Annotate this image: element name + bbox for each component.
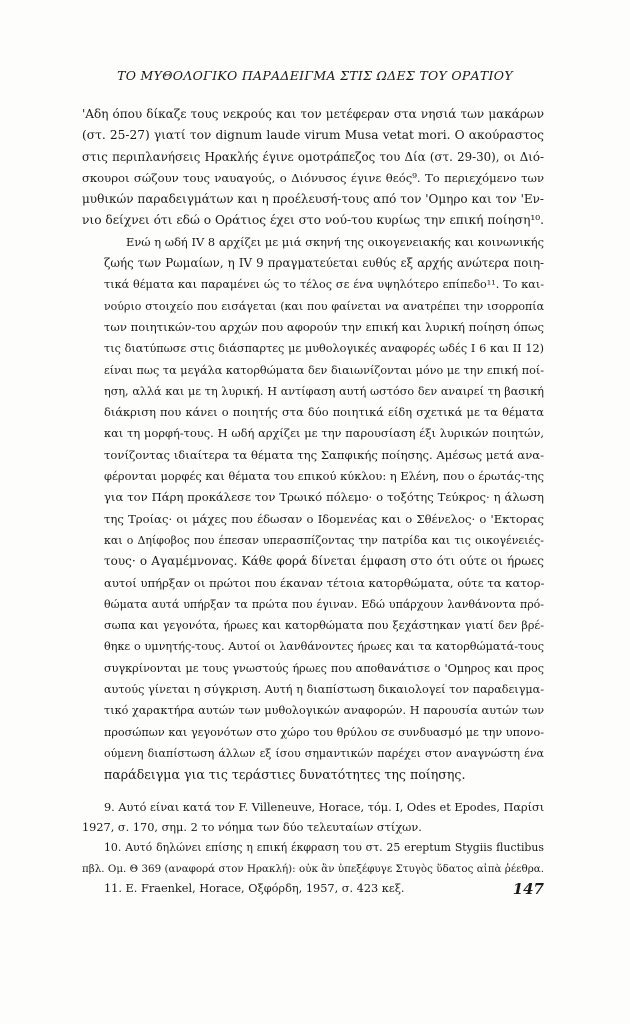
- text-line: συγκρίνονται με τους γνωστούς ήρωες που αποθανάτισε ο 'Ομηρος και προς: [104, 661, 544, 675]
- text-line: φέρονται μορφές και θέματα του επικού κύκλου: η Ελένη, που ο έρωτάς-της: [104, 469, 544, 484]
- text-line: και ο Δηίφοβος που έπεσαν υπερασπίζοντας την πατρίδα και τις οικογένειές-: [104, 533, 544, 547]
- text-line: θηκε ο υμνητής-τους. Αυτοί οι λανθάνοντες ήρωες και τα κατορθώματά-τους: [104, 640, 544, 654]
- footnote-9: [82, 798, 544, 838]
- text-line: τικά θέματα και παραμένει ώς το τέλος σε ένα υψηλότερο επίπεδο¹¹. Το και-: [104, 278, 544, 292]
- page-number: 147: [512, 880, 544, 898]
- text-line: παράδειγμα για τις τεράστιες δυνατότητες της ποίησης.: [104, 767, 466, 783]
- body-text: [82, 104, 544, 786]
- text-line: σκουροι σώζουν τους ναυαγούς, ο Διόνυσος έγινε θεός⁹. Το περιεχόμενο των: [82, 170, 544, 185]
- text-line: θώματα αυτά υπήρξαν τα πρώτα που έγιναν. Εδώ υπάρχουν λανθάνοντα πρό-: [104, 597, 544, 611]
- text-line: ζωής των Ρωμαίων, η IV 9 πραγματεύεται ευθύς εξ αρχής ανώτερα ποιη-: [104, 256, 544, 271]
- text-line: (στ. 25-27) γιατί τον dignum laude virum Musa vetat mori. Ο ακούραστος: [82, 128, 544, 143]
- footnote-line: 11. E. Fraenkel, Horace, Οξφόρδη, 1957, σ. 423 κεξ.: [104, 881, 405, 895]
- text-line: είναι πως τα μεγάλα κατορθώματα δεν διαιωνίζονται μόνο με την επική ποί-: [104, 363, 544, 377]
- text-line: για τον Πάρη προκάλεσε τον Τρωικό πόλεμο· ο τοξότης Τεύκρος· η άλωση: [104, 490, 544, 505]
- text-line: μυθικών παραδειγμάτων και η προέλευσή-τους από τον 'Ομηρο και τον 'Εν-: [82, 192, 544, 207]
- text-line: προσώπων και γεγονότων στο χώρο του θρύλου σε συνδυασμό με την υπονο-: [104, 725, 544, 739]
- paragraph-1: [82, 104, 544, 232]
- text-line: τονίζοντας ιδιαίτερα τα θέματα της Σαπφικής ποίησης. Αμέσως μετά ανα-: [104, 447, 544, 462]
- footnote-line: πβλ. Ομ. Θ 369 (αναφορά στον Ηρακλή): οὐκ ἂν ὑπεξέφυγε Στυγὸς ὕδατος αἰπὰ ῥέεθρα.: [82, 862, 544, 875]
- text-line: τους· ο Αγαμέμνονας. Κάθε φορά δίνεται έμφαση στο ότι ούτε οι ήρωες: [104, 554, 544, 569]
- text-line: αυτούς γίνεται η σύγκριση. Αυτή η διαπίστωση δικαιολογεί τον παραδειγμα-: [104, 683, 544, 697]
- text-line: τις διατύπωσε στις διάσπαρτες με μυθολογικές αναφορές ωδές I 6 και II 12): [104, 342, 544, 356]
- footnotes: [82, 798, 544, 899]
- text-line: σωπα και γεγονότα, ήρωες και κατορθώματα που ξεχάστηκαν γιατί δεν βρέ-: [104, 619, 544, 633]
- text-line: 'Αδη όπου δίκαζε τους νεκρούς και τον μετέφεραν στα νησιά των μακάρων: [82, 107, 544, 121]
- footnote-11: [82, 879, 544, 899]
- text-line: και τη μορφή-τους. Η ωδή αρχίζει με την παρουσίαση έξι λυρικών ποιητών,: [104, 426, 544, 441]
- text-line: τικό χαρακτήρα αυτών των μυθολογικών αναφορών. Η παρουσία αυτών των: [104, 704, 544, 718]
- footnote-10: [82, 838, 544, 878]
- text-line: νούριο στοιχείο που εισάγεται (και που φαίνεται να ανατρέπει την ισορροπία: [104, 299, 544, 313]
- text-line: της Τροίας· οι μάχες που έδωσαν ο Ιδομενέας και ο Σθένελος· ο 'Εκτορας: [104, 511, 544, 526]
- text-line: νιο δείχνει ότι εδώ ο Οράτιος έχει στο νού-του κυρίως την επική ποίηση¹⁰.: [82, 213, 545, 228]
- text-line: ηση, αλλά και με τη λυρική. Η αντίφαση αυτή ωστόσο δεν αναιρεί τη βασική: [104, 384, 544, 398]
- footnote-line: 10. Αυτό δηλώνει επίσης η επική έκφραση του στ. 25 ereptum Stygiis fluctibus: [104, 841, 544, 855]
- text-line: αυτοί υπήρξαν οι πρώτοι που έκαναν τέτοια κατορθώματα, ούτε τα κατορ-: [104, 575, 545, 590]
- running-head: ΤΟ ΜΥΘΟΛΟΓΙΚΟ ΠΑΡΑΔΕΙΓΜΑ ΣΤΙΣ ΩΔΕΣ ΤΟΥ ΟΡΑΤΙΟΥ: [117, 68, 513, 83]
- text-line: ούμενη διαπίστωση άλλων εξ ίσου σημαντικών παρέχει στον αναγνώστη ένα: [104, 746, 544, 760]
- paragraph-2: [82, 232, 544, 786]
- text-line: διάκριση που κάνει ο ποιητής στα δύο ποιητικά είδη σχετικά με τα θέματα: [104, 405, 544, 420]
- text-line: Ενώ η ωδή IV 8 αρχίζει με μιά σκηνή της οικογενειακής και κοινωνικής: [126, 234, 544, 249]
- footnote-line: 1927, σ. 170, σημ. 2 το νόημα των δύο τελευταίων στίχων.: [82, 821, 422, 835]
- text-line: στις περιπλανήσεις Ηρακλής έγινε ομοτράπεζος του Δία (στ. 29-30), οι Διό-: [82, 149, 544, 164]
- text-line: των ποιητικών-του αρχών που αφορούν την επική και λυρική ποίηση όπως: [104, 319, 544, 334]
- footnote-line: 9. Αυτό είναι κατά τον F. Villeneuve, Horace, τόμ. I, Odes et Epodes, Παρίσι: [104, 801, 545, 814]
